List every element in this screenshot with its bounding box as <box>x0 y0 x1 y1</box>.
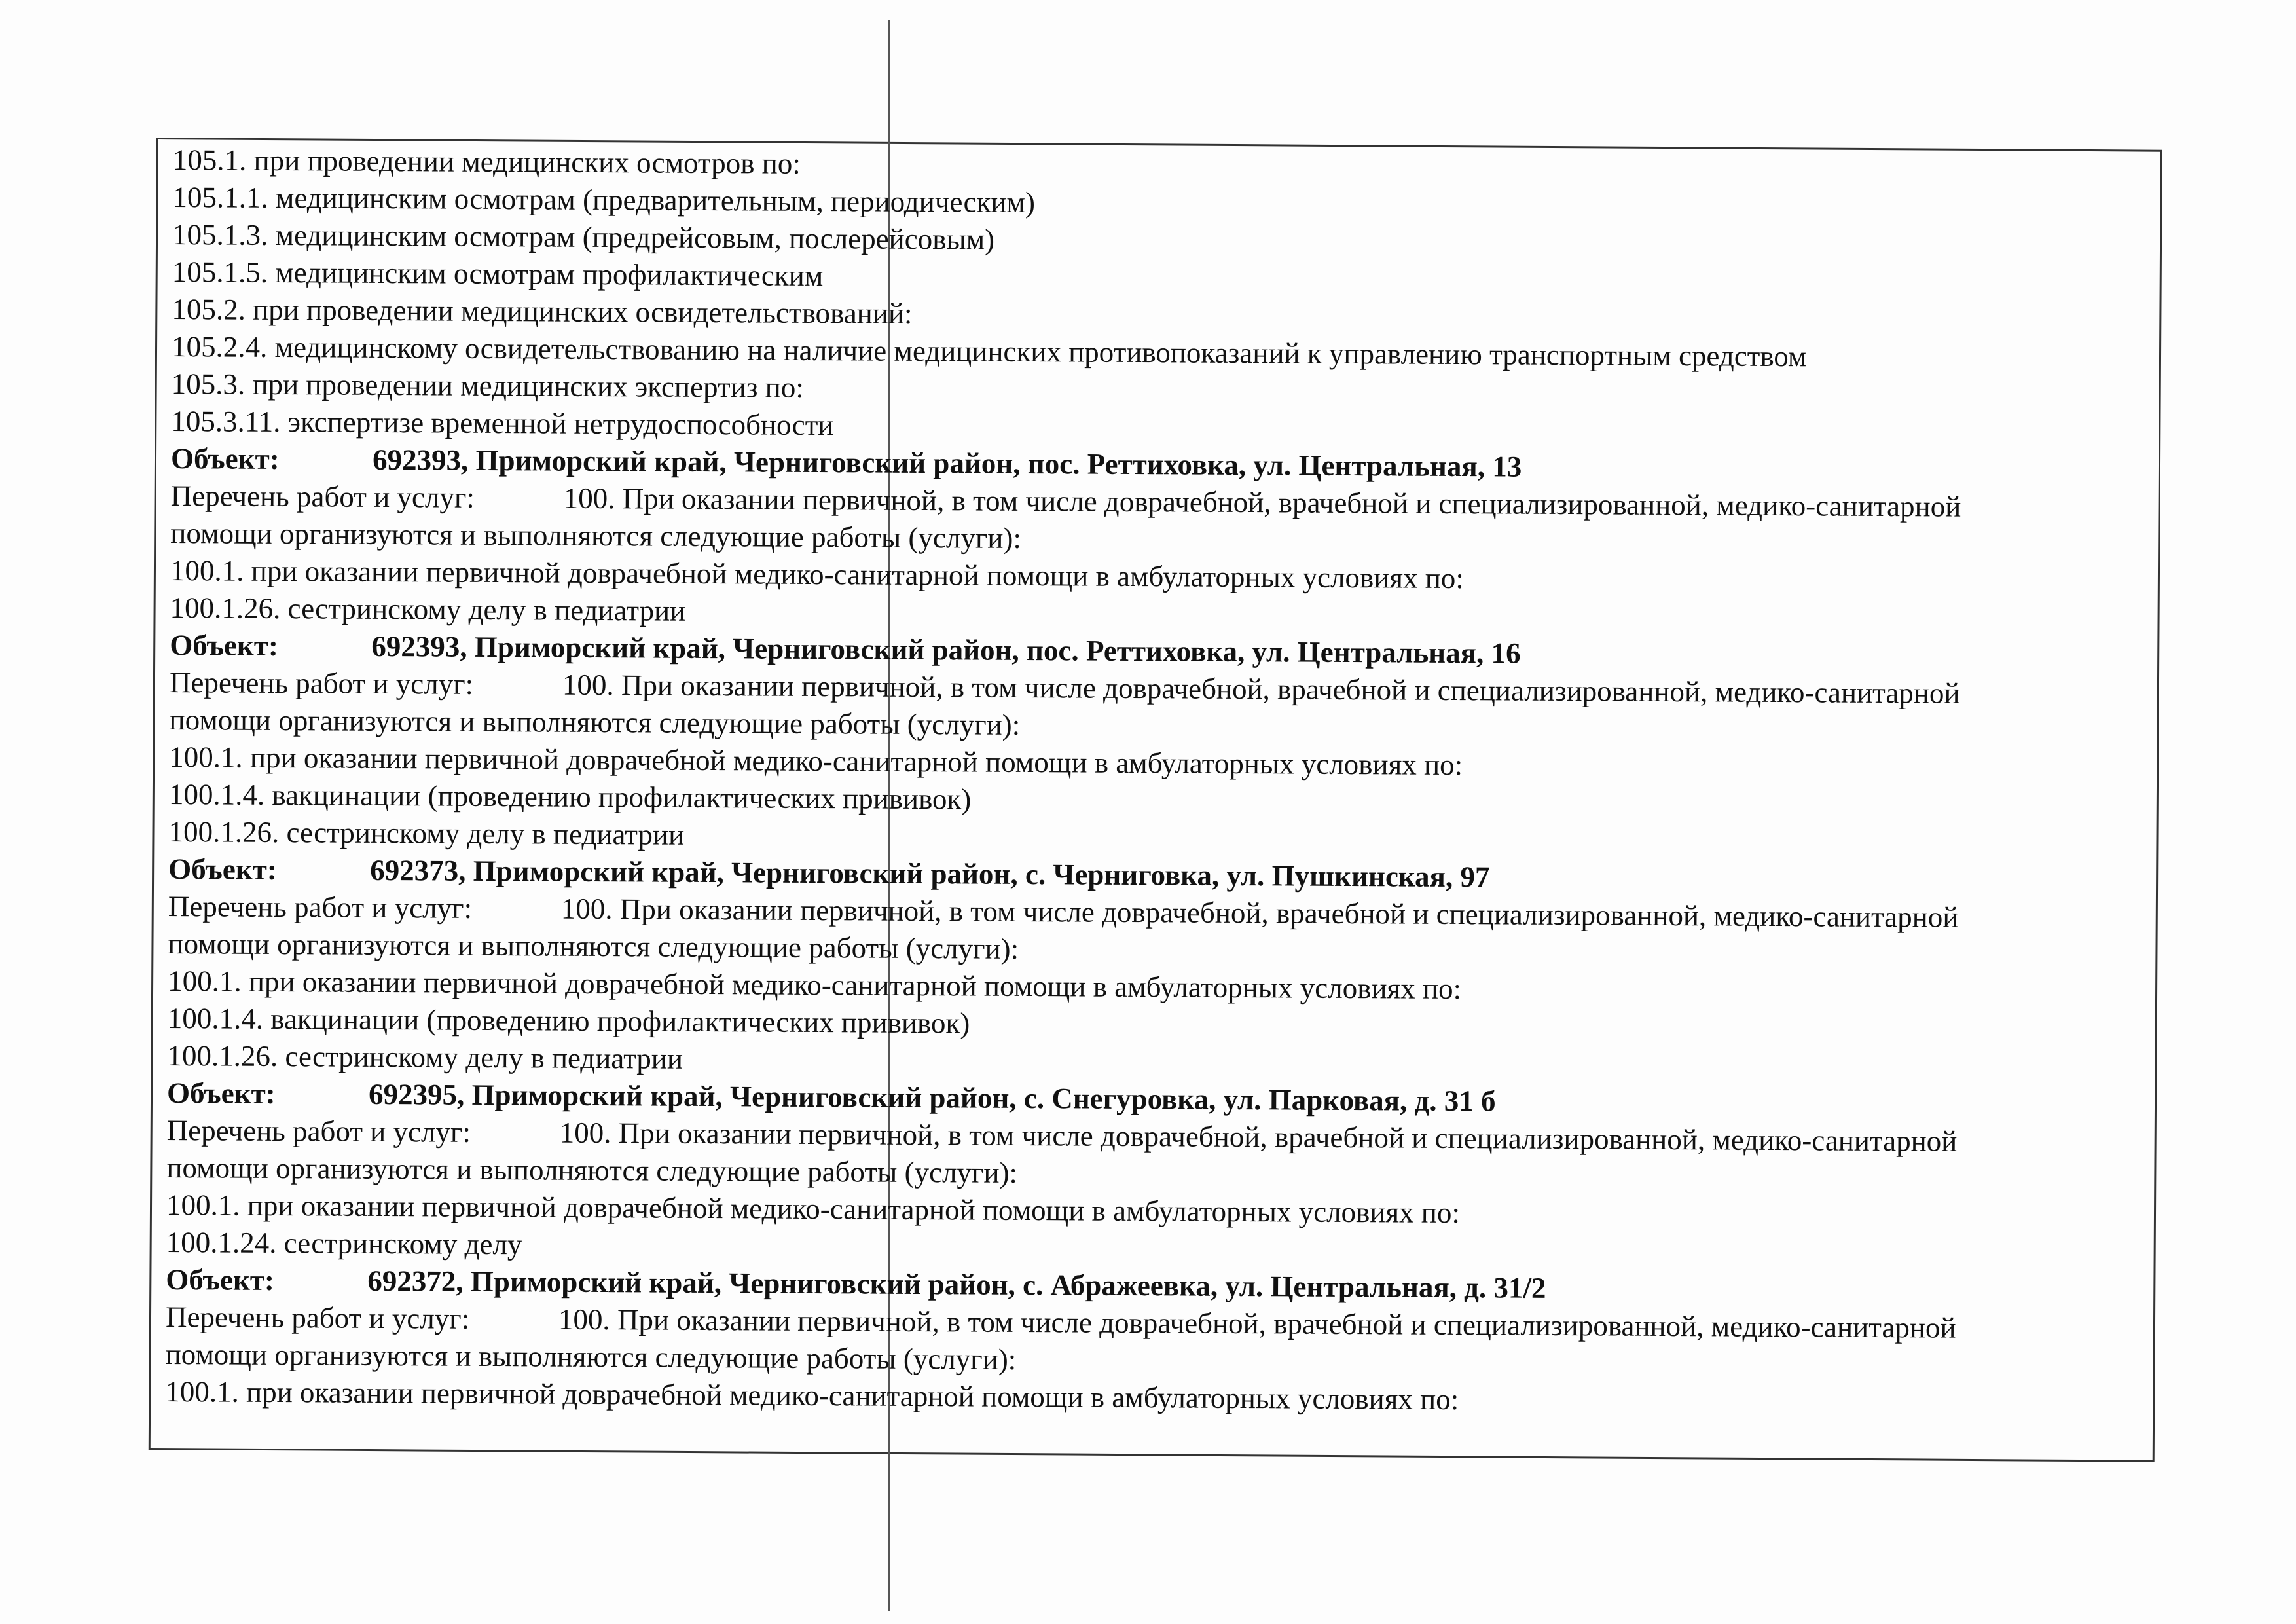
worklist-label: Перечень работ и услуг: <box>165 1300 470 1335</box>
service-intro: 100. При оказании первичной, в том числе доврачебной, врачебной и специализированной, медико-санитарной <box>559 1116 1958 1158</box>
object-address: 692395, Приморский край, Черниговский район, с. Снегуровка, ул. Парковая, д. 31 б <box>368 1077 1496 1118</box>
service-intro-continued: помощи организуются и выполняются следующие работы (услуги): <box>166 1151 1018 1189</box>
service-intro-continued: помощи организуются и выполняются следующие работы (услуги): <box>165 1337 1017 1376</box>
service-intro-continued: помощи организуются и выполняются следующие работы (услуги): <box>168 927 1019 965</box>
worklist-label: Перечень работ и услуг: <box>170 479 475 514</box>
service-item: 100.1.26. сестринскому делу в педиатрии <box>170 591 686 627</box>
text-line: 105.3. при проведении медицинских экспертиз по: <box>171 367 804 404</box>
service-intro: 100. При оказании первичной, в том числе доврачебной, врачебной и специализированной, медико-санитарной <box>563 481 1961 523</box>
service-intro: 100. При оказании первичной, в том числе доврачебной, врачебной и специализированной, медико-санитарной <box>560 892 1959 934</box>
worklist-label: Перечень работ и услуг: <box>168 889 473 925</box>
service-intro-continued: помощи организуются и выполняются следующие работы (услуги): <box>170 516 1022 555</box>
service-item: 100.1. при оказании первичной доврачебной медико-санитарной помощи в амбулаторных условиях по: <box>165 1375 1459 1416</box>
service-item: 100.1.24. сестринскому делу <box>166 1225 522 1261</box>
service-item: 100.1. при оказании первичной доврачебной медико-санитарной помощи в амбулаторных условиях по: <box>170 553 1465 595</box>
service-item: 100.1. при оказании первичной доврачебной медико-санитарной помощи в амбулаторных условиях по: <box>168 964 1462 1006</box>
service-item: 100.1. при оказании первичной доврачебной медико-санитарной помощи в амбулаторных условиях по: <box>169 740 1463 782</box>
object-label: Объект: <box>166 1263 275 1297</box>
object-address: 692373, Приморский край, Черниговский район, с. Черниговка, ул. Пушкинская, 97 <box>370 853 1490 894</box>
text-line: 105.2.4. медицинскому освидетельствованию на наличие медицинских противопоказаний к управлению транспортным средством <box>171 329 1807 373</box>
service-intro: 100. При оказании первичной, в том числе доврачебной, врачебной и специализированной, медико-санитарной <box>558 1302 1956 1344</box>
worklist-label: Перечень работ и услуг: <box>166 1113 471 1149</box>
document-body <box>165 141 2170 1423</box>
worklist-label: Перечень работ и услуг: <box>169 665 474 701</box>
service-item: 100.1.26. сестринскому делу в педиатрии <box>167 1039 683 1075</box>
service-item: 100.1. при оказании первичной доврачебной медико-санитарной помощи в амбулаторных условиях по: <box>166 1188 1461 1230</box>
service-intro: 100. При оказании первичной, в том числе доврачебной, врачебной и специализированной, медико-санитарной <box>562 668 1960 710</box>
object-label: Объект: <box>170 628 279 662</box>
object-address: 692372, Приморский край, Черниговский район, с. Абражеевка, ул. Центральная, д. 31/2 <box>367 1264 1546 1304</box>
text-line: 105.1. при проведении медицинских осмотров по: <box>172 143 801 180</box>
service-item: 100.1.4. вакцинации (проведению профилактических прививок) <box>167 1001 970 1040</box>
object-address: 692393, Приморский край, Черниговский район, пос. Реттиховка, ул. Центральная, 13 <box>372 443 1522 483</box>
service-intro-continued: помощи организуются и выполняются следующие работы (услуги): <box>169 703 1021 741</box>
service-item: 100.1.4. вакцинации (проведению профилактических прививок) <box>168 777 972 816</box>
object-label: Объект: <box>168 852 277 886</box>
text-line: 105.1.1. медицинским осмотрам (предварительным, периодическим) <box>172 180 1036 219</box>
object-address: 692393, Приморский край, Черниговский район, пос. Реттиховка, ул. Центральная, 16 <box>371 629 1521 670</box>
object-label: Объект: <box>166 1076 276 1110</box>
service-item: 100.1.26. сестринскому делу в педиатрии <box>168 815 685 851</box>
object-label: Объект: <box>170 441 280 476</box>
text-line: 105.1.5. медицинским осмотрам профилактическим <box>172 255 824 293</box>
text-line: 105.1.3. медицинским осмотрам (предрейсовым, послерейсовым) <box>172 217 995 256</box>
text-line: 105.3.11. экспертизе временной нетрудоспособности <box>171 404 834 442</box>
text-line: 105.2. при проведении медицинских освидетельствований: <box>172 292 913 330</box>
